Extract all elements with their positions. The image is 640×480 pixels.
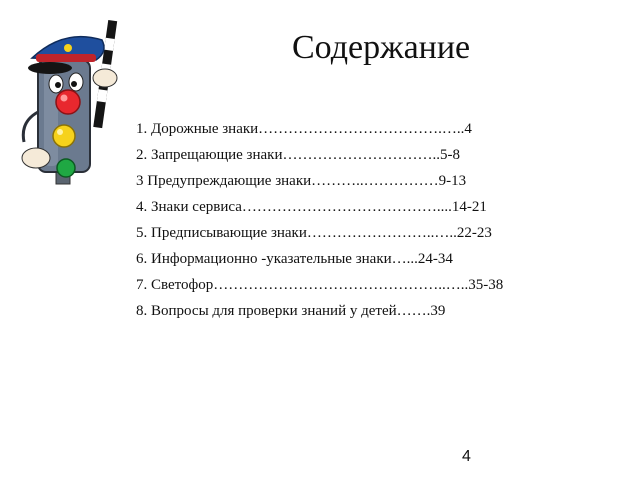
toc-item: 8. Вопросы для проверки знаний у детей…….39 bbox=[136, 303, 446, 319]
toc-item: 3 Предупреждающие знаки………..……………9-13 bbox=[136, 173, 467, 189]
toc-item: 4. Знаки сервиса…………………………………....14-21 bbox=[136, 199, 487, 215]
page-number: 4 bbox=[462, 448, 471, 465]
toc-item: 2. Запрещающие знаки…………………………..5-8 bbox=[136, 147, 460, 163]
table-of-contents bbox=[136, 119, 616, 327]
toc-item: 6. Информационно -указательные знаки…...24-34 bbox=[136, 251, 453, 267]
slide-title: Содержание bbox=[292, 29, 471, 66]
toc-item: 7. Светофор………………………………………..…..35-38 bbox=[136, 277, 504, 293]
toc-item: 1. Дорожные знаки……………………………….…..4 bbox=[136, 121, 472, 137]
traffic-light-mascot-icon bbox=[10, 12, 120, 187]
toc-item: 5. Предписывающие знаки……………………..…..22-23 bbox=[136, 225, 492, 241]
